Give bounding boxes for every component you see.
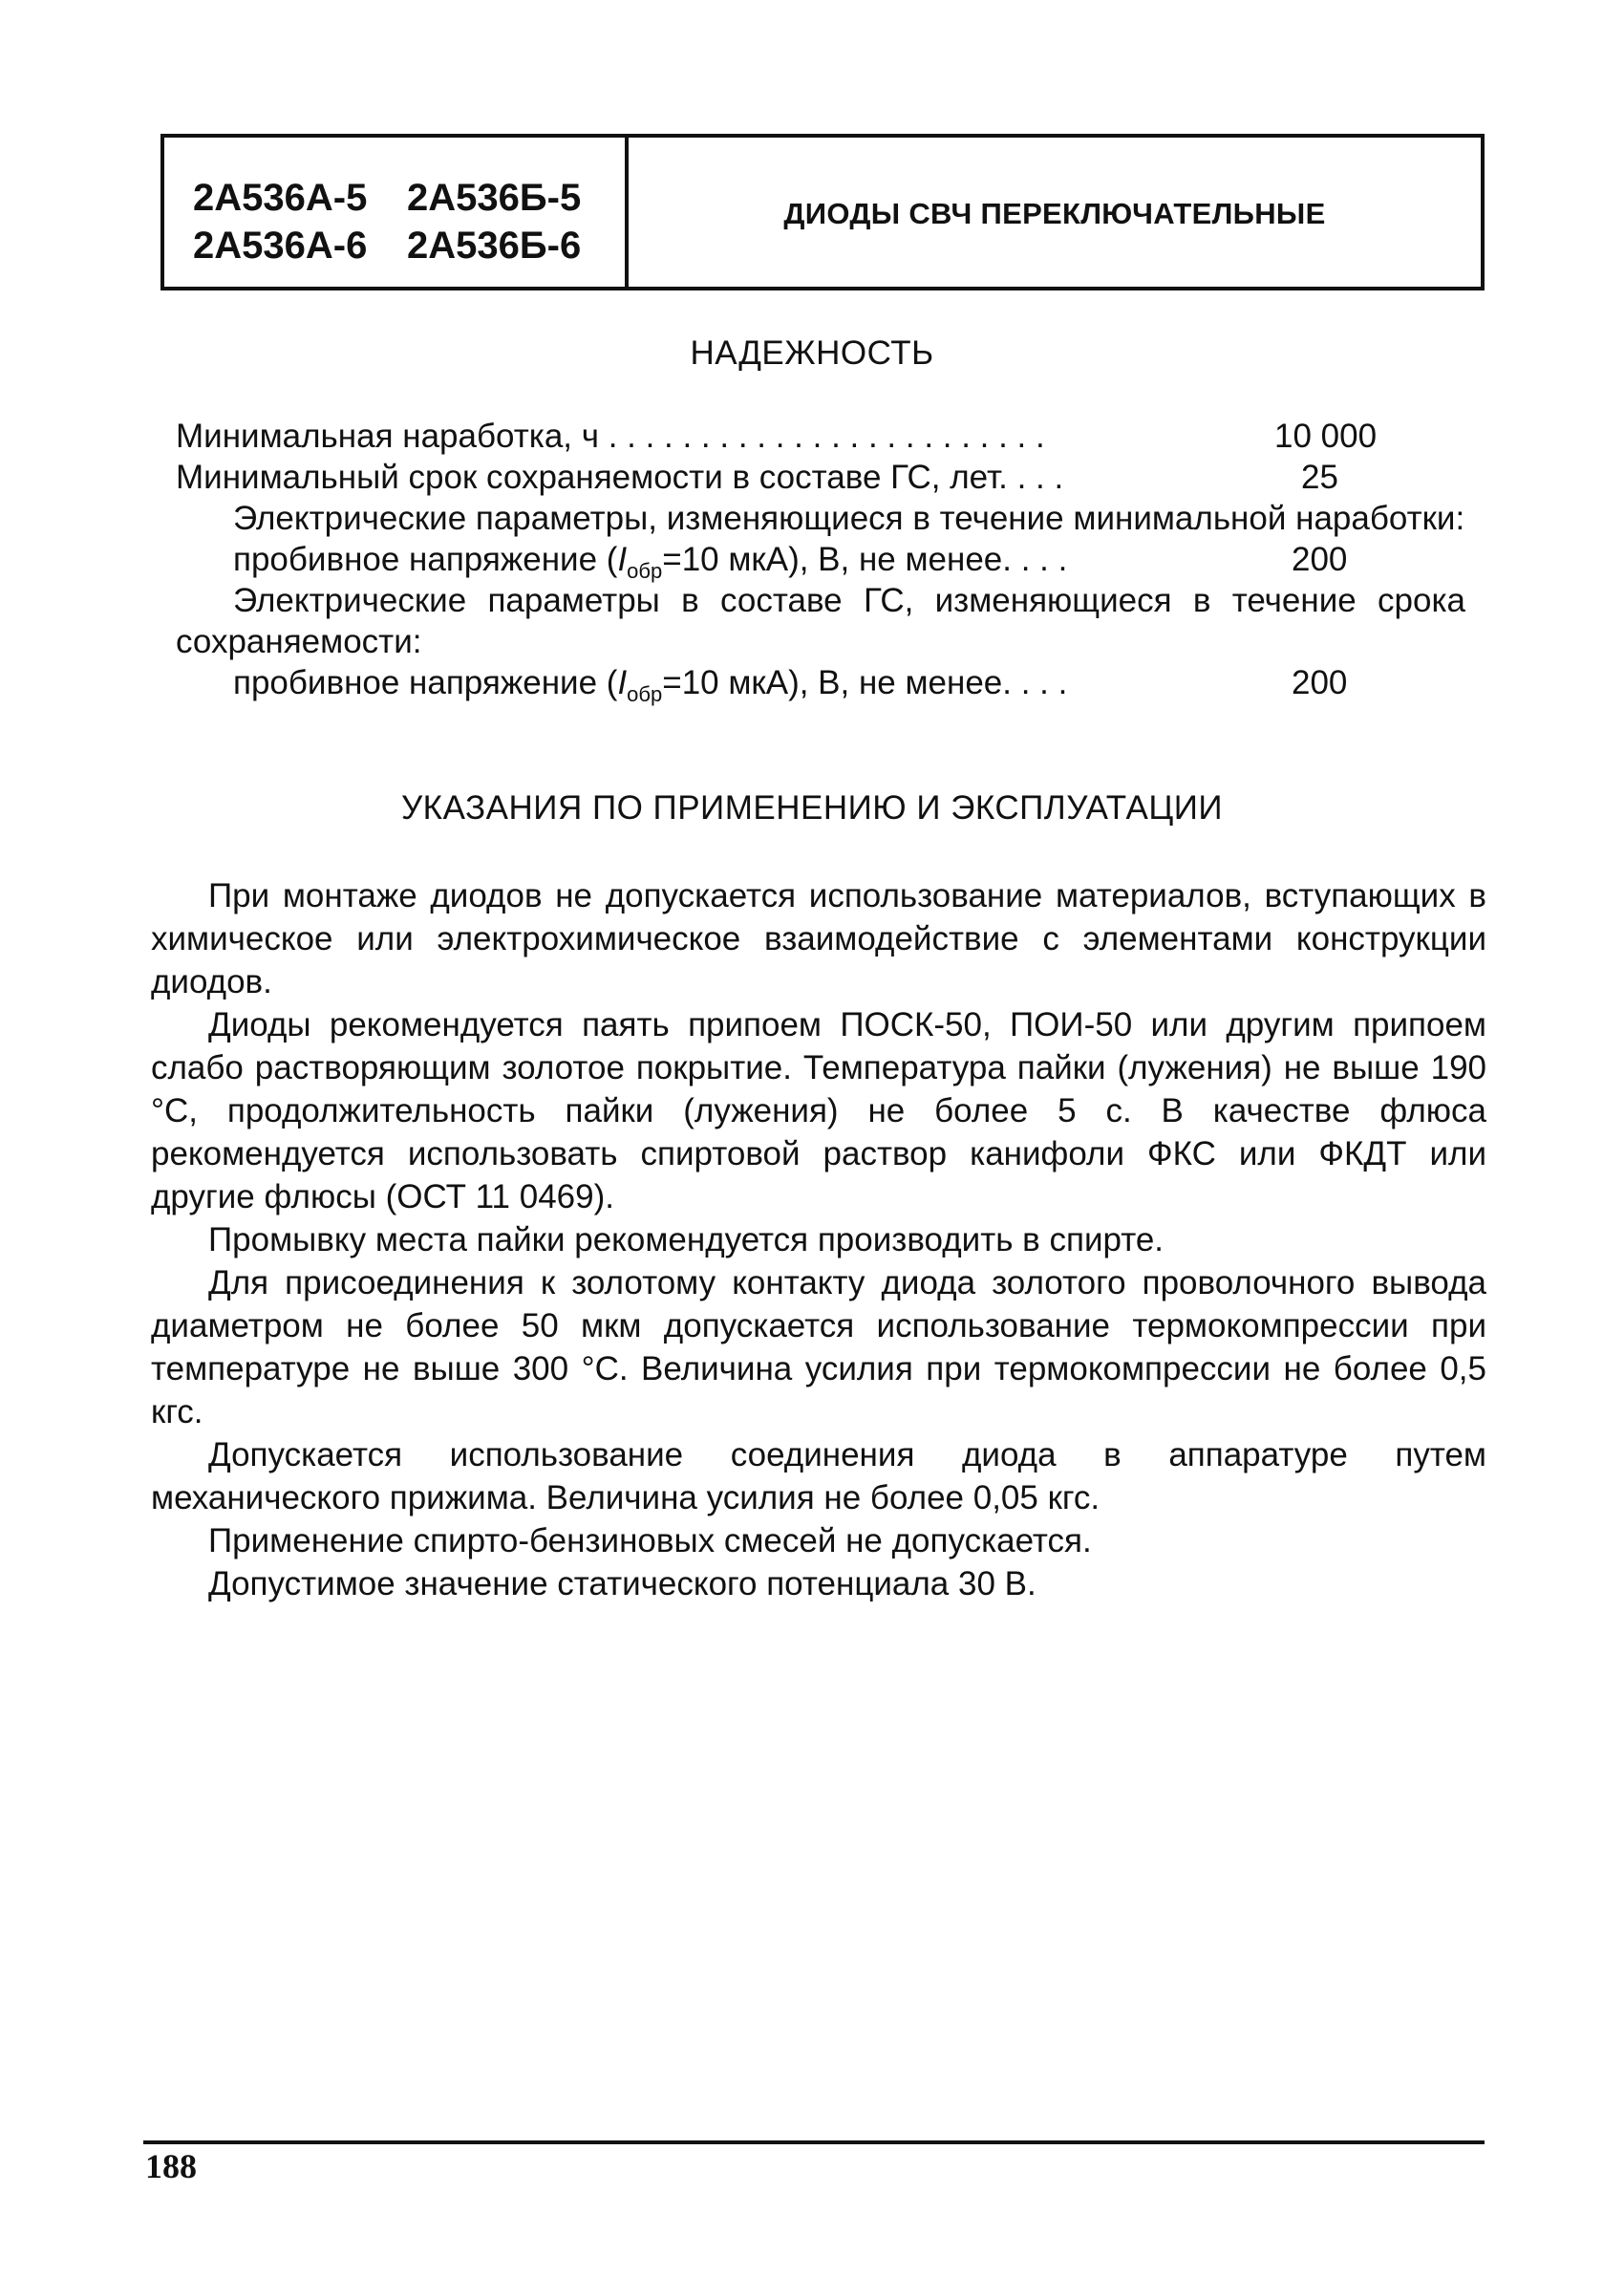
spec-value: 200 xyxy=(1292,541,1348,578)
usage-paragraph: Диоды рекомендуется паять припоем ПОСК-50, ПОИ-50 или другим припоем слабо растворяющим золотое покрытие. Температура пайки (лужения) не выше 190 °С, продолжительность пайки (лужения) не более 5 с. В качестве флюса рекомендуется использовать спиртовой раствор канифоли ФКС или ФКДТ или другие флюсы (ОСТ 11 0469). xyxy=(151,1006,1486,1215)
model-list xyxy=(164,138,629,287)
params-operating-intro: Электрические параметры, изменяющиеся в течение минимальной наработки: xyxy=(233,500,1465,537)
spec-value: 25 xyxy=(1301,459,1338,496)
reliability-spec xyxy=(176,416,1465,706)
model-row xyxy=(193,222,625,269)
model-code: 2А536Б-6 xyxy=(407,225,582,267)
spec-label: пробивное напряжение ($I_{обр}=10$ мкА), В, не менее. . . . xyxy=(233,664,1068,706)
spec-value: 10 000 xyxy=(1274,418,1378,455)
header-box xyxy=(160,134,1485,290)
usage-heading: УКАЗАНИЯ ПО ПРИМЕНЕНИЮ И ЭКСПЛУАТАЦИИ xyxy=(400,789,1224,827)
usage-paragraph: Допускается использование соединения диода в аппаратуре путем механического прижима. Величина усилия не более 0,05 кгс. xyxy=(151,1436,1486,1516)
spec-label: Минимальный срок сохраняемости в составе ГС, лет. . . . xyxy=(176,459,1064,496)
usage-paragraph: Применение спирто-бензиновых смесей не допускается. xyxy=(208,1522,1092,1559)
footer-rule xyxy=(143,2140,1485,2144)
model-code: 2А536А-6 xyxy=(193,225,368,267)
spec-label: пробивное напряжение ($I_{обр}=10$ мкА), В, не менее. . . . xyxy=(233,541,1068,583)
reliability-heading: НАДЕЖНОСТЬ xyxy=(690,334,934,372)
spec-min-storage xyxy=(176,457,1465,498)
spec-breakdown-voltage xyxy=(176,539,1465,583)
device-type-title: ДИОДЫ СВЧ ПЕРЕКЛЮЧАТЕЛЬНЫЕ xyxy=(783,197,1326,230)
spec-label: Минимальная наработка, ч . . . . . . . . . . . . . . . . . . . . . . . . xyxy=(176,418,1045,455)
usage-text xyxy=(151,874,1486,1605)
usage-paragraph: Для присоединения к золотому контакту диода золотого проволочного вывода диаметром не более 50 мкм допускается использование термокомпрессии при температуре не выше 300 °С. Величина усилия при термокомпрессии не более 0,5 кгс. xyxy=(151,1264,1486,1430)
usage-paragraph: Промывку места пайки рекомендуется производить в спирте. xyxy=(208,1221,1165,1258)
spec-breakdown-voltage xyxy=(176,662,1465,706)
model-row xyxy=(193,174,625,222)
spec-min-operating xyxy=(176,416,1465,457)
usage-paragraph: Допустимое значение статического потенциала 30 В. xyxy=(208,1565,1036,1602)
page-number: 188 xyxy=(145,2147,197,2185)
model-code: 2А536Б-5 xyxy=(407,177,582,219)
spec-value: 200 xyxy=(1292,664,1348,701)
params-storage-intro: Электрические параметры в составе ГС, изменяющиеся в течение срока сохраняемости: xyxy=(176,582,1465,660)
usage-paragraph: При монтаже диодов не допускается использование материалов, вступающих в химическое или электрохимическое взаимодействие с элементами конструкции диодов. xyxy=(151,877,1486,1000)
model-code: 2А536А-5 xyxy=(193,177,368,219)
